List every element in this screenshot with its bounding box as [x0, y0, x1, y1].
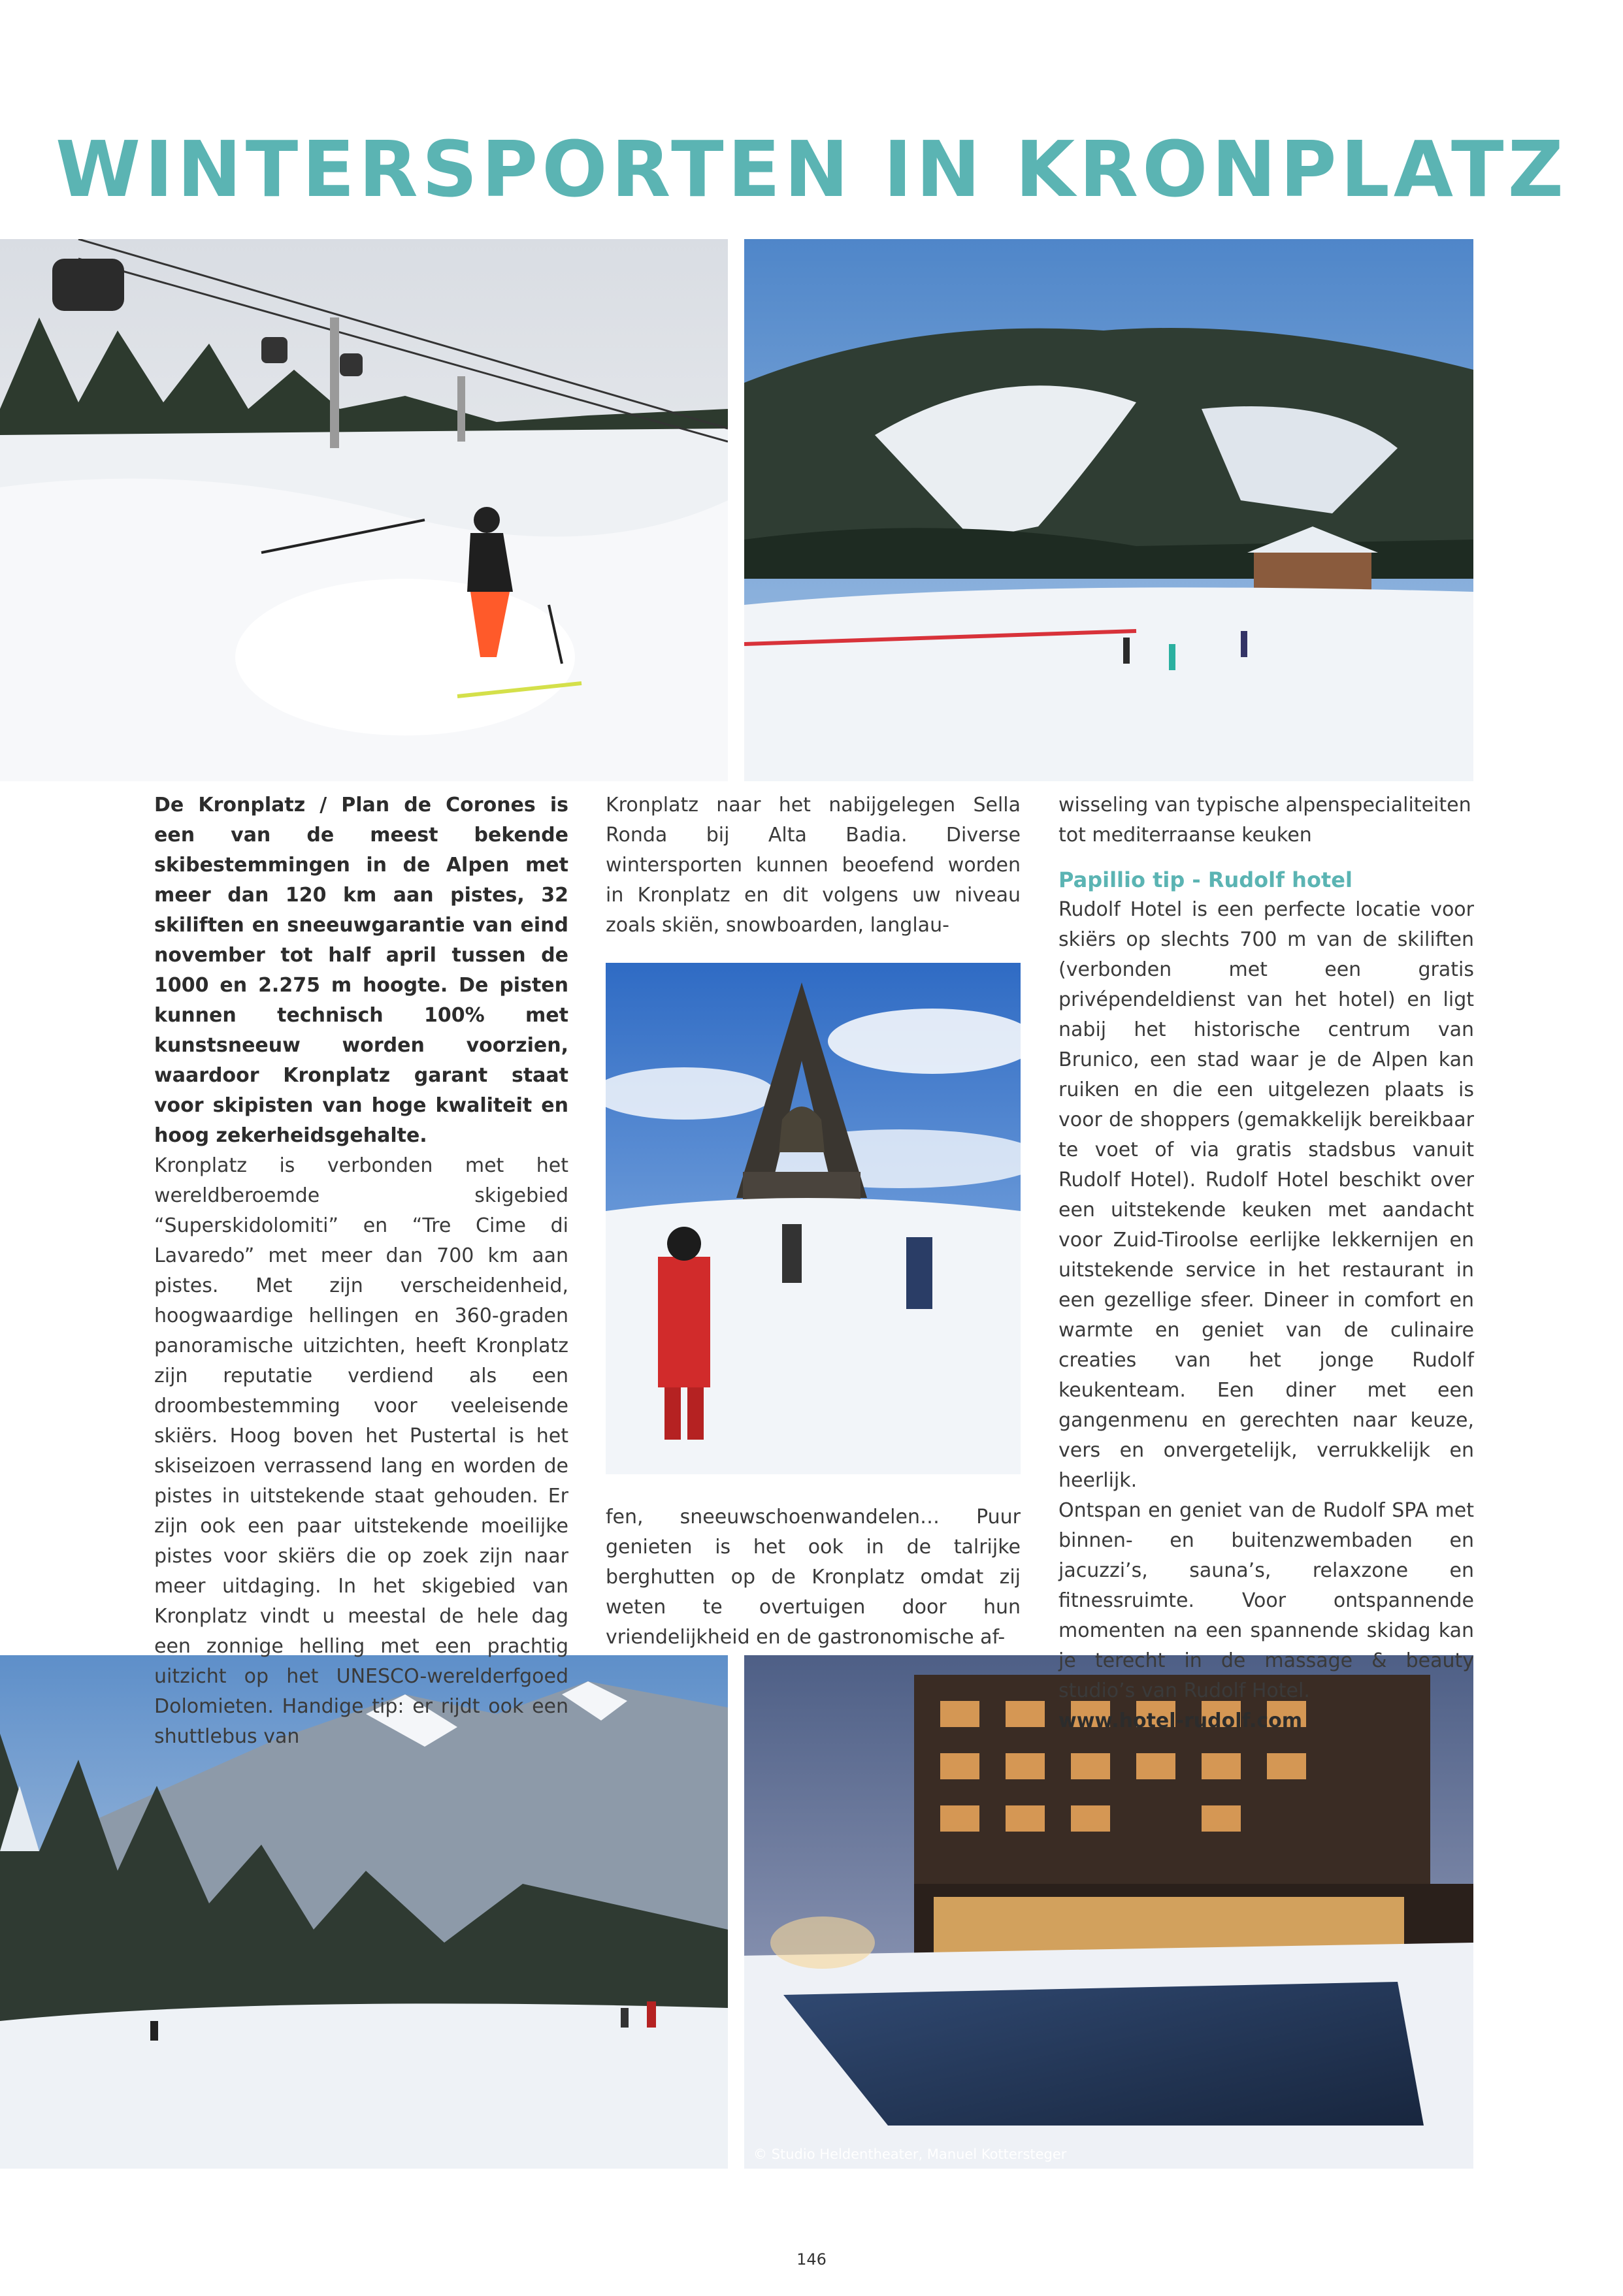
tip-heading: Papillio tip - Rudolf hotel	[1058, 867, 1352, 892]
article-column-2-top	[606, 790, 1021, 941]
tip-paragraph: Rudolf Hotel is een perfecte locatie voor skiërs op slechts 700 m van de skiliften (verbonden met een gratis privépendeldienst van het hotel) en ligt nabij het historische centrum van Brunico, een stad waar je de Alpen kan ruiken en die een uitgelezen plaats is voor de shoppers (gemakkelijk bereikbaar te voet of via gratis stadsbus vanuit Rudolf Hotel). Rudolf Hotel beschikt over een uitstekende keuken met aandacht voor Zuid-Tiroolse eerlijke lekkernijen en uitstekende service in het restaurant in een gezellige sfeer. Dineer in comfort en warmte en geniet van de culinaire creaties van het jonge Rudolf keukenteam. Een diner met een gangenmenu en gerechten naar keuze, vers en onvergetelijk, verrukkelijk en heerlijk.	[1058, 898, 1474, 1492]
article-column-1	[154, 790, 568, 1752]
article-column-3	[1058, 790, 1474, 1736]
skier-on-piste-photo	[0, 239, 728, 781]
spa-paragraph: Ontspan en geniet van de Rudolf SPA met binnen- en buitenzwembaden en jacuzzi’s, sauna’s, relaxzone en fitnessruimte. Voor ontspannende momenten na een spannende skidag kan je terecht in de massage & beauty studio’s van Rudolf Hotel.	[1058, 1499, 1474, 1702]
photo-credit: © Studio Heldentheater, Manuel Kottersteger	[753, 2146, 1067, 2162]
hotel-website-link[interactable]: www.hotel-rudolf.com	[1058, 1709, 1302, 1732]
article-column-2-bottom	[606, 1502, 1021, 1653]
page-title: WINTERSPORTEN IN KRONPLATZ	[55, 124, 1568, 214]
body-paragraph: Kronplatz naar het nabijgelegen Sella Ronda bij Alta Badia. Diverse wintersporten kunnen beoefend worden in Kronplatz en dit volgens uw niveau zoals skiën, snowboarden, langlau-	[606, 794, 1021, 937]
page-number: 146	[796, 2250, 827, 2269]
lead-paragraph: De Kronplatz / Plan de Corones is een van de meest bekende skibestemmingen in de Alpen met meer dan 120 km aan pistes, 32 skiliften en sneeuwgarantie van eind november tot half april tussen de 1000 en 2.275 m hoogte. De pisten kunnen technisch 100% met kunstsneeuw worden voorzien, waardoor Kronplatz garant staat voor skipisten van hoge kwaliteit en hoog zekerheidsgehalte.	[154, 794, 568, 1147]
ski-slopes-valley-photo	[744, 239, 1473, 781]
body-paragraph: Kronplatz is verbonden met het wereldberoemde skigebied “Superskidolomiti” en “Tre Cime di Lavaredo” met meer dan 700 km aan pistes. Met zijn verscheidenheid, hoogwaardige hellingen en 360-graden panoramische uitzichten, heeft Kronplatz zijn reputatie verdiend als een droombestemming voor veeleisende skiërs. Hoog boven het Pustertal is het skiseizoen verrassend lang en worden de pistes in uitstekende staat gehouden. Er zijn ook een paar uitstekende moeilijke pistes voor skiërs die op zoek zijn naar meer uitdaging. In het skigebied van Kronplatz vindt u meestal de hele dag een zonnige helling met een prachtig uitzicht op het UNESCO-werelderfgoed Dolomieten. Handige tip: er rijdt ook een shuttlebus van	[154, 1154, 568, 1748]
concordia-bell-monument-photo	[606, 963, 1021, 1474]
body-paragraph: wisseling van typische alpenspecialiteiten tot mediterraanse keuken	[1058, 794, 1471, 847]
body-paragraph: fen, sneeuwschoenwandelen… Puur genieten is het ook in de talrijke berghutten op de Kronplatz omdat zij weten te overtuigen door hun vriendelijkheid en de gastronomische af-	[606, 1506, 1021, 1649]
